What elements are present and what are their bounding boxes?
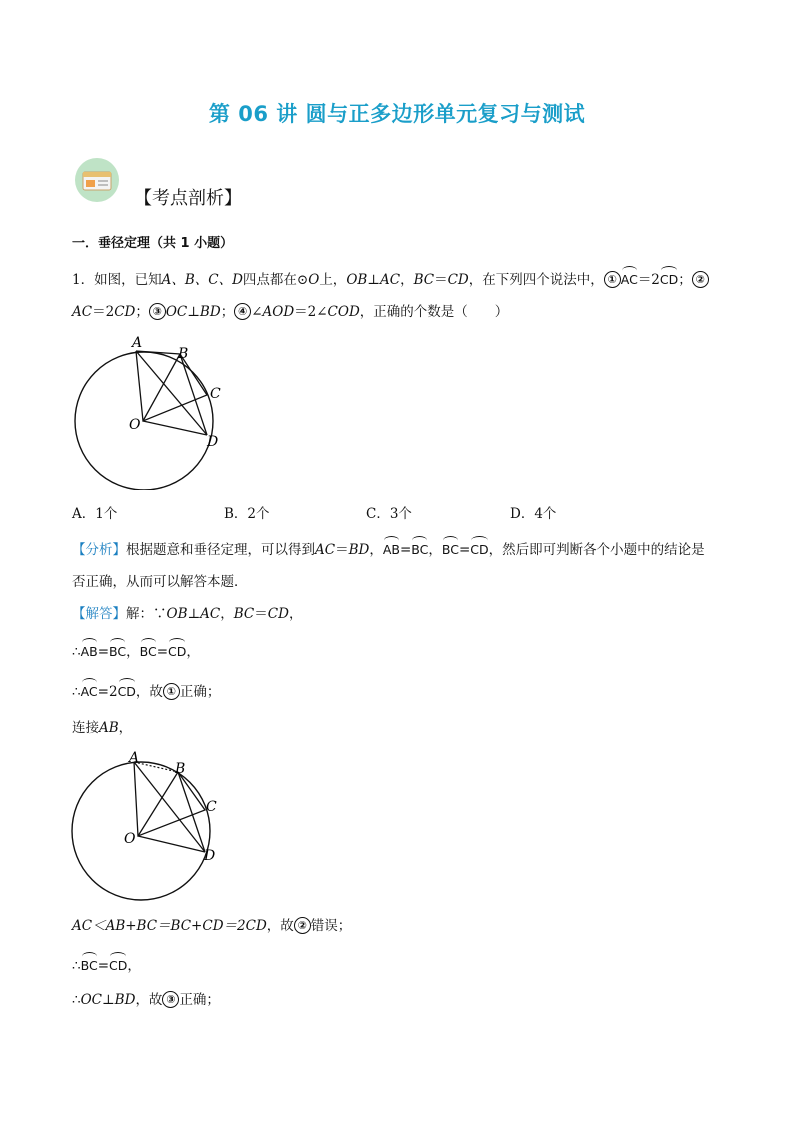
analysis-line-2: 否正确，从而可以解答本题． bbox=[72, 574, 248, 590]
solution-line-6: ∴BC=CD， bbox=[72, 954, 141, 976]
solution-line-1: 【解答】解：∵OB⊥AC，BC＝CD， bbox=[72, 606, 303, 622]
solution-line-5: AC＜AB+BC＝BC+CD＝2CD，故 ② 错误； bbox=[72, 918, 352, 934]
option-a: A．1个 bbox=[72, 506, 118, 522]
option-d: D．4个 bbox=[510, 506, 557, 522]
label-a: A bbox=[129, 750, 140, 766]
subsection-heading: 一．垂径定理（共 1 小题） bbox=[72, 236, 234, 251]
section-logo-icon bbox=[74, 157, 120, 203]
circle-figure-1 bbox=[68, 330, 238, 490]
option-c: C．3个 bbox=[366, 506, 412, 522]
question-stem-line-1: 1．如图，已知A、B、C、D四点都在⊙O上，OB⊥AC，BC＝CD，在下列四个说法中， ① AC＝2CD； ② bbox=[72, 268, 709, 290]
circle-figure-2 bbox=[66, 748, 236, 904]
label-a: A bbox=[132, 335, 143, 351]
page-title: 第 06 讲 圆与正多边形单元复习与测试 bbox=[208, 102, 586, 126]
label-b: B bbox=[178, 346, 189, 362]
solution-line-2: ∴AB=BC，BC=CD， bbox=[72, 640, 200, 662]
option-b: B．2个 bbox=[224, 506, 270, 522]
solution-line-4: 连接AB， bbox=[72, 720, 133, 736]
label-o: O bbox=[129, 417, 141, 433]
analysis-line-1: 【分析】根据题意和垂径定理，可以得到AC＝BD，AB=BC，BC=CD，然后即可判断各个小题中的结论是 bbox=[72, 538, 705, 560]
label-c: C bbox=[206, 799, 217, 815]
label-d: D bbox=[207, 434, 219, 450]
label-d: D bbox=[204, 848, 216, 864]
label-b: B bbox=[175, 761, 186, 777]
solution-line-7: ∴OC⊥BD，故 ③ 正确； bbox=[72, 992, 220, 1008]
solution-line-3: ∴AC=2CD，故 ① 正确； bbox=[72, 680, 220, 702]
label-o: O bbox=[124, 831, 136, 847]
label-c: C bbox=[210, 386, 221, 402]
question-stem-line-2: AC＝2CD； ③ OC⊥BD； ④ ∠AOD＝2∠COD，正确的个数是（ ） bbox=[72, 304, 509, 320]
section-heading: 【考点剖析】 bbox=[134, 188, 242, 209]
